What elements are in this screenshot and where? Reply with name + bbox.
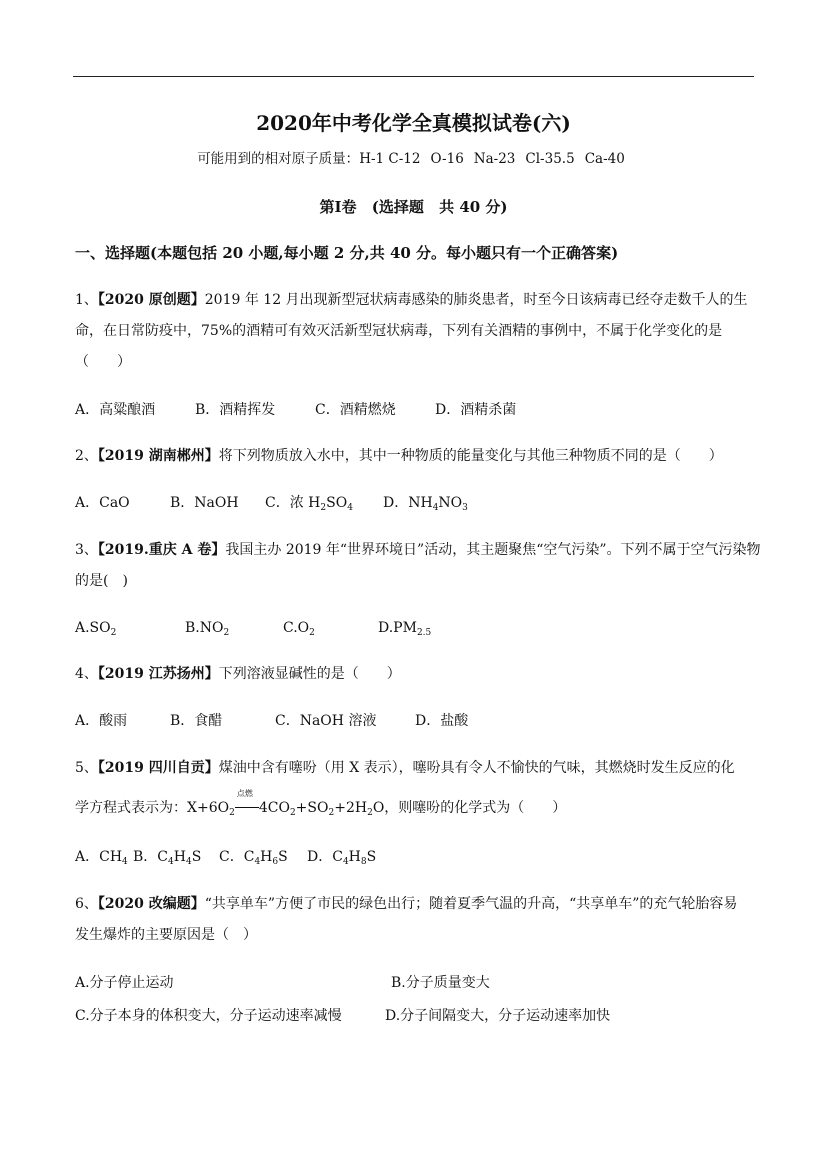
option-c[interactable]: C．NaOH 溶液	[275, 713, 377, 729]
question-number: 2、	[75, 448, 98, 464]
option-b[interactable]: B．食醋	[170, 713, 223, 729]
atomic-masses-label: 可能用到的相对原子质量：	[197, 151, 360, 167]
question-1-line-2: 命，在日常防疫中，75%的酒精可有效灭活新型冠状病毒，下列有关酒精的事例中，不属于化学变化的是	[75, 323, 723, 339]
question-1-line-1	[75, 289, 748, 311]
option-b[interactable]: B．$C_4H_4S$	[133, 849, 202, 867]
question-text: 将下列物质放入水中，其中一种物质的能量变化与其他三种物质不同的是（ ）	[218, 448, 723, 464]
option-a[interactable]: A.分子停止运动	[75, 975, 174, 991]
question-source: 【2019 江苏扬州】	[97, 666, 219, 682]
question-3-line-1	[75, 539, 761, 561]
option-d[interactable]: D．$NH_4NO_3$	[383, 495, 468, 513]
question-6-line-2: 发生爆炸的主要原因是（ ）	[75, 927, 257, 943]
question-2-line-1	[75, 445, 723, 467]
atomic-masses	[0, 148, 827, 170]
option-a[interactable]: $A.SO_2$	[75, 620, 117, 638]
option-c[interactable]: $C.O_2$	[283, 620, 315, 638]
option-c[interactable]: C．$C_4H_6S$	[219, 849, 288, 867]
question-5-line-1	[75, 757, 735, 779]
option-c[interactable]: C．酒精燃烧	[315, 402, 396, 418]
question-source: 【2019 湖南郴州】	[97, 448, 219, 464]
question-number: 1、	[75, 292, 98, 308]
question-5-equation: 学方程式表示为：$X+6O_2$ 点燃 $4CO_2+SO_2+2H_2O$，则噻吩的化学式为（ ）	[75, 789, 567, 818]
option-d[interactable]: D．$C_4H_8S$	[307, 849, 377, 867]
volume-name: 第Ⅰ卷	[319, 198, 357, 216]
option-a[interactable]: A．高粱酿酒	[75, 402, 156, 418]
question-6-line-1	[75, 893, 737, 915]
section-heading: 一、选择题(本题包括 20 小题,每小题 2 分,共 40 分。每小题只有一个正确答案)	[75, 244, 619, 262]
volume-total: 共 40 分)	[439, 198, 508, 216]
option-b[interactable]: B．NaOH	[170, 495, 239, 511]
question-number: 3、	[75, 542, 98, 558]
question-text: 煤油中含有噻吩（用 X 表示），噻吩具有令人不愉快的气味，其燃烧时发生反应的化	[218, 760, 735, 776]
question-text: 2019 年 12 月出现新型冠状病毒感染的肺炎患者，时至今日该病毒已经夺走数千人的生	[204, 292, 748, 308]
option-b[interactable]: B.分子质量变大	[391, 975, 490, 991]
question-source: 【2020 改编题】	[97, 896, 205, 912]
volume-desc: (选择题	[371, 198, 424, 216]
atomic-mass-item: Ca-40	[584, 151, 625, 167]
header-rule	[73, 76, 754, 77]
reaction-condition: 点燃	[235, 797, 259, 819]
question-2-options	[75, 492, 468, 514]
question-4-line-1	[75, 663, 401, 685]
question-6-options-row-2	[75, 1005, 610, 1027]
option-c[interactable]: C.分子本身的体积变大，分子运动速率减慢	[75, 1008, 342, 1024]
question-text: 我国主办 2019 年“世界环境日”活动，其主题聚焦“空气污染”。下列不属于空气污染物	[225, 542, 761, 558]
question-source: 【2019.重庆 A 卷】	[97, 542, 226, 558]
question-text: 下列溶液显碱性的是（ ）	[218, 666, 401, 682]
question-4-options	[75, 710, 468, 732]
volume-heading	[0, 195, 827, 219]
question-number: 6、	[75, 896, 98, 912]
question-text: “共享单车”方便了市民的绿色出行；随着夏季气温的升高，“共享单车”的充气轮胎容易	[204, 896, 738, 912]
option-b[interactable]: B．酒精挥发	[195, 402, 276, 418]
option-b[interactable]: $B.NO_2$	[185, 620, 230, 638]
question-source: 【2020 原创题】	[97, 292, 205, 308]
question-source: 【2019 四川自贡】	[97, 760, 219, 776]
atomic-mass-item: Cl-35.5	[525, 151, 575, 167]
atomic-mass-item: Na-23	[473, 151, 516, 167]
atomic-mass-item: O-16	[430, 151, 464, 167]
question-1-line-3: （ ）	[75, 354, 131, 370]
question-1-options	[75, 399, 516, 421]
option-a[interactable]: A．$CH_4$	[75, 849, 128, 867]
question-3-options	[75, 617, 431, 639]
page-title: 2020年中考化学全真模拟试卷(六)	[256, 111, 571, 135]
question-number: 5、	[75, 760, 98, 776]
option-d[interactable]: D．酒精杀菌	[435, 402, 517, 418]
question-5-options	[75, 846, 376, 868]
option-c[interactable]: C．浓 $H_2SO_4$	[265, 495, 353, 513]
question-6-options-row-1	[75, 972, 490, 994]
option-d[interactable]: $D.PM_{2.5}$	[378, 620, 432, 638]
question-3-line-2: 的是( )	[75, 573, 128, 589]
option-a[interactable]: A．CaO	[75, 495, 130, 511]
atomic-mass-item: H-1 C-12	[359, 151, 421, 167]
option-d[interactable]: D.分子间隔变大，分子运动速率加快	[385, 1008, 611, 1024]
option-a[interactable]: A．酸雨	[75, 713, 128, 729]
question-number: 4、	[75, 666, 98, 682]
option-d[interactable]: D．盐酸	[415, 713, 469, 729]
